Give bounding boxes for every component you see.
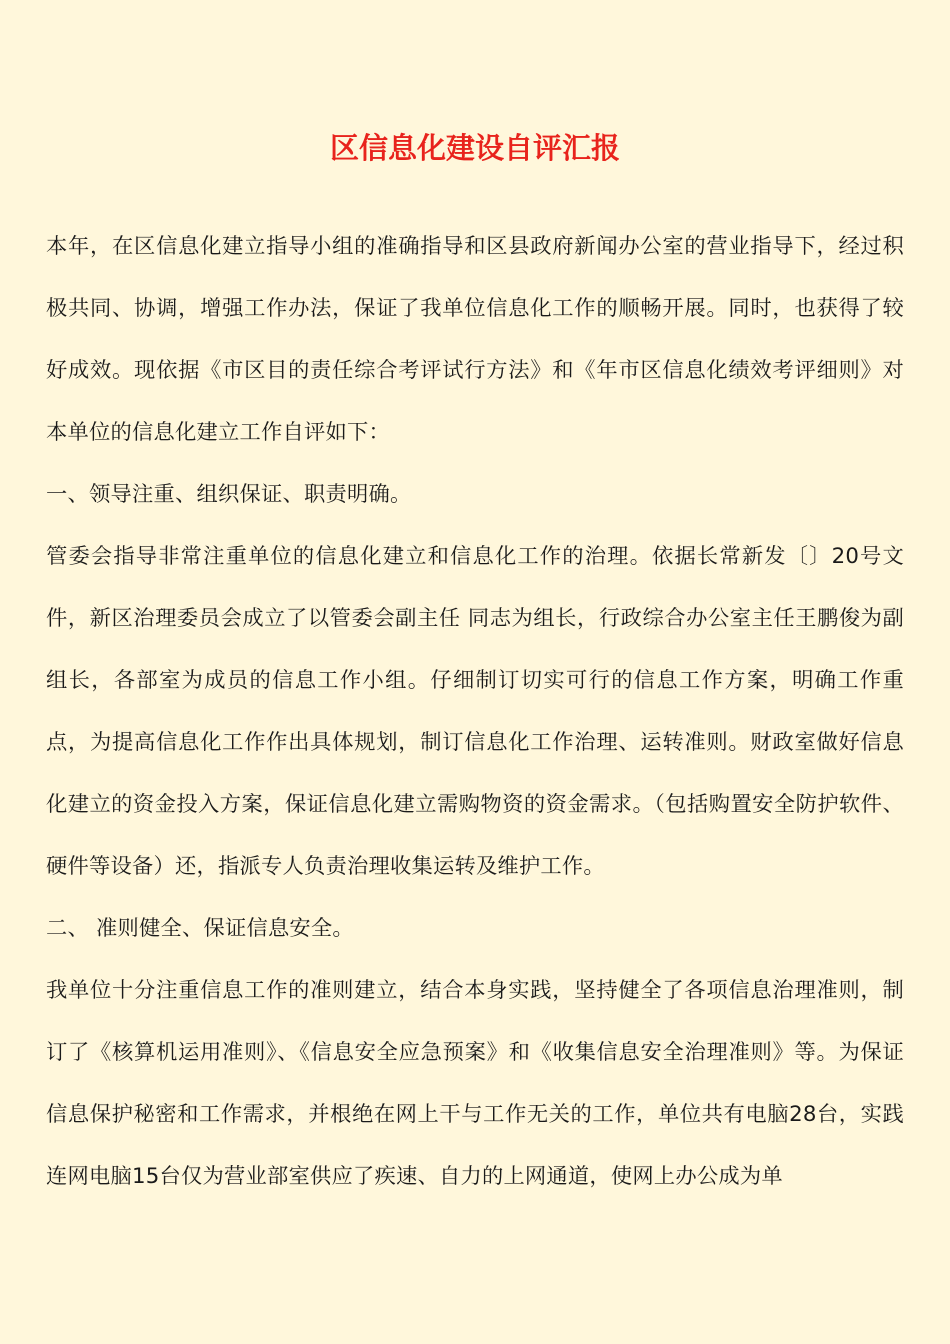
- paragraph-section-1: 管委会指导非常注重单位的信息化建立和信息化工作的治理。依据长常新发〔〕20号文件，新区治理委员会成立了以管委会副主任 同志为组长，行政综合办公室主任王鹏俊为副组长，各部室为成员的信息工作小组。仔细制订切实可行的信息工作方案，明确工作重点，为提高信息化工作作出具体规划，制订信息化工作治理、运转准则。财政室做好信息化建立的资金投入方案，保证信息化建立需购物资的资金需求。（包括购置安全防护软件、硬件等设备）还，指派专人负责治理收集运转及维护工作。: [46, 544, 904, 879]
- document-body: [46, 216, 904, 1208]
- section-heading-1: 一、领导注重、组织保证、职责明确。: [46, 482, 412, 507]
- section-heading-2: 二、 准则健全、保证信息安全。: [46, 916, 354, 941]
- page-title: 区信息化建设自评汇报: [329, 131, 620, 165]
- paragraph-intro: 本年，在区信息化建立指导小组的准确指导和区县政府新闻办公室的营业指导下，经过积极共同、协调，增强工作办法，保证了我单位信息化工作的顺畅开展。同时，也获得了较好成效。现依据《市区目的责任综合考评试行方法》和《年市区信息化绩效考评细则》对本单位的信息化建立工作自评如下：: [46, 234, 904, 445]
- paragraph-section-2: 我单位十分注重信息工作的准则建立，结合本身实践，坚持健全了各项信息治理准则，制订了《核算机运用准则》、《信息安全应急预案》和《收集信息安全治理准则》等。为保证信息保护秘密和工作需求，并根绝在网上干与工作无关的工作，单位共有电脑28台，实践连网电脑15台仅为营业部室供应了疾速、自力的上网通道，使网上办公成为单: [46, 978, 904, 1189]
